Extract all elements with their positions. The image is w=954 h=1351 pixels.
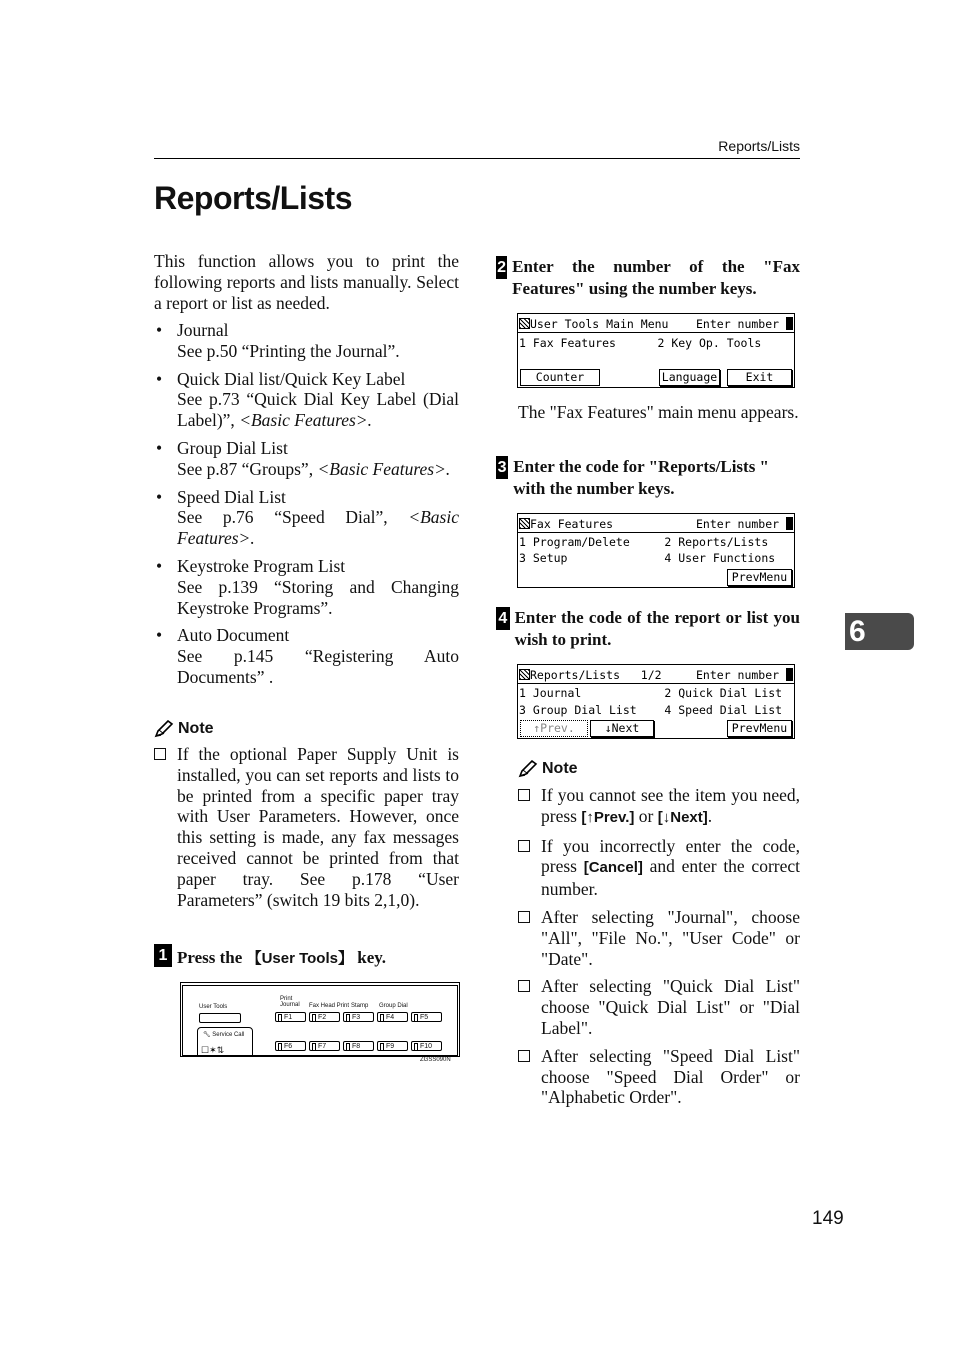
intro-paragraph: This function allows you to print the following reports and lists manually. Select a report or list as needed. <box>154 251 459 313</box>
list-item <box>154 487 459 549</box>
checkbox-icon <box>518 840 530 852</box>
cursor-icon <box>786 517 793 530</box>
control-panel-illustration <box>180 982 460 1057</box>
list-item-ref[interactable]: See p.76 “Speed Dial”, <box>177 507 388 528</box>
step-4 <box>496 607 800 650</box>
f2-key[interactable]: F2 <box>309 1012 340 1022</box>
lcd-line: 1 Fax Features 2 Key Op. Tools <box>519 336 762 350</box>
f4-key[interactable]: F4 <box>377 1012 408 1022</box>
list-item-book: <Basic Features>. <box>239 410 372 431</box>
list-item-ref[interactable]: See p.145 “Registering Auto Documents” . <box>177 646 459 687</box>
f1-key[interactable]: F1 <box>275 1012 306 1022</box>
f5-key[interactable]: F5 <box>411 1012 442 1022</box>
step-number: 2 <box>496 256 507 279</box>
bullet-icon: • <box>156 625 163 646</box>
lcd-screen-main-menu <box>517 313 795 388</box>
note-item: If you incorrectly enter the code, press [Cancel] and enter the correct number. <box>518 836 800 900</box>
checkbox-icon <box>518 1050 530 1062</box>
cancel-key-label: [Cancel] <box>583 859 643 877</box>
lcd-title: User Tools Main Menu <box>519 317 668 331</box>
list-item <box>154 625 459 687</box>
lcd1-caption: The "Fax Features" main menu appears. <box>518 402 799 422</box>
step-3 <box>496 456 800 499</box>
print-journal-label: Print Journal <box>280 996 300 1008</box>
lcd-prompt: Enter number <box>696 517 780 531</box>
note-heading <box>518 760 578 778</box>
list-item-ref[interactable]: See p.73 “Quick Dial Key Label (Dial Label)”, <box>177 389 459 431</box>
f9-key[interactable]: F9 <box>377 1041 408 1051</box>
step-number: 1 <box>154 944 172 967</box>
step-text: Enter the code for "Reports/Lists " with the number keys. <box>513 457 769 498</box>
f8-key[interactable]: F8 <box>343 1041 374 1051</box>
bullet-icon: • <box>156 437 163 458</box>
list-item-ref[interactable]: See p.50 “Printing the Journal”. <box>177 340 400 361</box>
lcd-title: Reports/Lists 1/2 <box>519 668 662 682</box>
bullet-icon: • <box>156 320 163 340</box>
bullet-icon: • <box>156 486 163 507</box>
prevmenu-button[interactable]: PrevMenu <box>727 569 792 586</box>
prev-button[interactable]: ↑Prev. <box>520 720 588 737</box>
note-text: After selecting "Journal", choose "All", "File No.", "User Code" or "Date". <box>541 906 800 969</box>
status-icons: ☐✶⇅ <box>201 1045 225 1055</box>
note-item <box>154 744 459 910</box>
note-list <box>518 785 800 1115</box>
list-item-title: Auto Document <box>177 625 290 646</box>
step-1 <box>154 944 459 972</box>
note-item <box>518 1046 800 1108</box>
page-title: Reports/Lists <box>154 180 352 216</box>
report-list <box>154 320 459 695</box>
list-item <box>154 438 459 480</box>
note-text: If the optional Paper Supply Unit is installed, you can set reports and lists to be printed from a specific paper tray with User Parameters. However, once this setting is made, any fax messages received cannot be printed from that paper tray. See p.178 “User Parameters” (switch 19 bits 2,1,0). <box>177 744 459 910</box>
list-item-ref[interactable]: See p.139 “Storing and Changing Keystroke Programs”. <box>177 576 459 618</box>
note-list <box>154 744 459 917</box>
counter-button[interactable]: Counter <box>520 369 600 386</box>
checkbox-icon <box>518 980 530 992</box>
list-item-title: Quick Dial list/Quick Key Label <box>177 368 406 389</box>
user-tools-label: User Tools <box>199 1004 228 1010</box>
step-number: 4 <box>496 607 510 630</box>
list-item-ref[interactable]: See p.87 “Groups”, <box>177 458 314 479</box>
wrench-icon: 🔧︎ <box>203 1032 211 1038</box>
cursor-icon <box>786 317 793 330</box>
prev-key-label: [↑Prev.] <box>581 808 635 826</box>
lcd-line: 1 Program/Delete 2 Reports/Lists <box>519 535 769 549</box>
prevmenu-button[interactable]: PrevMenu <box>727 720 792 737</box>
next-key-label: [↓Next] <box>657 808 708 826</box>
lcd-title: Fax Features <box>519 517 613 531</box>
language-button[interactable]: Language <box>659 369 720 386</box>
user-tools-key-label: 【User Tools】 <box>246 950 353 967</box>
lcd-prompt: Enter number <box>696 317 780 331</box>
pencil-icon <box>154 720 174 738</box>
bullet-icon: • <box>156 555 163 576</box>
service-call-label: 🔧︎ Service Call <box>203 1032 245 1038</box>
lcd-line: 3 Setup 4 User Functions <box>519 551 776 565</box>
list-item <box>154 369 459 431</box>
note-label: Note <box>178 720 214 737</box>
checkbox-icon <box>154 748 166 760</box>
figure-code: ZGSS090N <box>420 1057 451 1063</box>
note-item <box>518 907 800 969</box>
list-item <box>154 556 459 618</box>
header-rule <box>154 158 800 159</box>
pencil-icon <box>518 760 538 778</box>
group-dial-label: Group Dial <box>379 1003 408 1009</box>
step-text: Enter the code of the report or list you wish to print. <box>514 608 800 649</box>
lcd-mode-icon <box>519 318 530 329</box>
f6-key[interactable]: F6 <box>275 1041 306 1051</box>
next-button[interactable]: ↓Next <box>590 720 654 737</box>
list-item-title: Speed Dial List <box>177 486 286 507</box>
note-item <box>518 976 800 1038</box>
step-2 <box>496 256 800 299</box>
lcd-line: 1 Journal 2 Quick Dial List <box>519 686 783 700</box>
f10-key[interactable]: F10 <box>411 1041 442 1051</box>
step-text: Press the 【User Tools】 key. <box>177 948 387 967</box>
list-item <box>154 320 459 362</box>
bullet-icon: • <box>156 368 163 389</box>
lcd-mode-icon <box>519 518 530 529</box>
f7-key[interactable]: F7 <box>309 1041 340 1051</box>
note-text: After selecting "Quick Dial List" choose "Quick Dial List" or "Dial Label". <box>541 976 800 1038</box>
note-item: If you cannot see the item you need, press [↑Prev.] or [↓Next]. <box>518 785 800 829</box>
page-number: 149 <box>812 1208 844 1229</box>
stamp-label: Stamp <box>351 1003 369 1009</box>
step-text: Enter the number of the "Fax Features" using the number keys. <box>512 257 800 298</box>
note-label: Note <box>542 760 578 777</box>
chapter-tab: 6 <box>845 613 914 650</box>
lcd-screen-reports-lists <box>517 664 795 739</box>
list-item-title: Keystroke Program List <box>177 555 346 576</box>
lcd-mode-icon <box>519 669 530 680</box>
list-item-title: Group Dial List <box>177 437 288 458</box>
checkbox-icon <box>518 789 530 801</box>
checkbox-icon <box>518 911 530 923</box>
list-item-book: <Basic Features>. <box>177 507 460 549</box>
fax-head-print-label: Fax Head Print <box>309 1003 350 1009</box>
note-text: After selecting "Speed Dial List" choose "Speed Dial Order" or "Alphabetic Order". <box>541 1045 800 1108</box>
lcd-screen-fax-features <box>517 513 795 588</box>
f3-key[interactable]: F3 <box>343 1012 374 1022</box>
cursor-icon <box>786 668 793 681</box>
list-item-book: <Basic Features>. <box>317 458 451 479</box>
running-header: Reports/Lists <box>718 138 800 154</box>
user-tools-key[interactable] <box>199 1013 241 1023</box>
list-item-title: Journal <box>177 320 229 340</box>
lcd-prompt: Enter number <box>696 668 780 682</box>
step-number: 3 <box>496 456 508 479</box>
exit-button[interactable]: Exit <box>727 369 792 386</box>
lcd-line: 3 Group Dial List 4 Speed Dial List <box>519 703 783 717</box>
note-heading <box>154 720 214 738</box>
